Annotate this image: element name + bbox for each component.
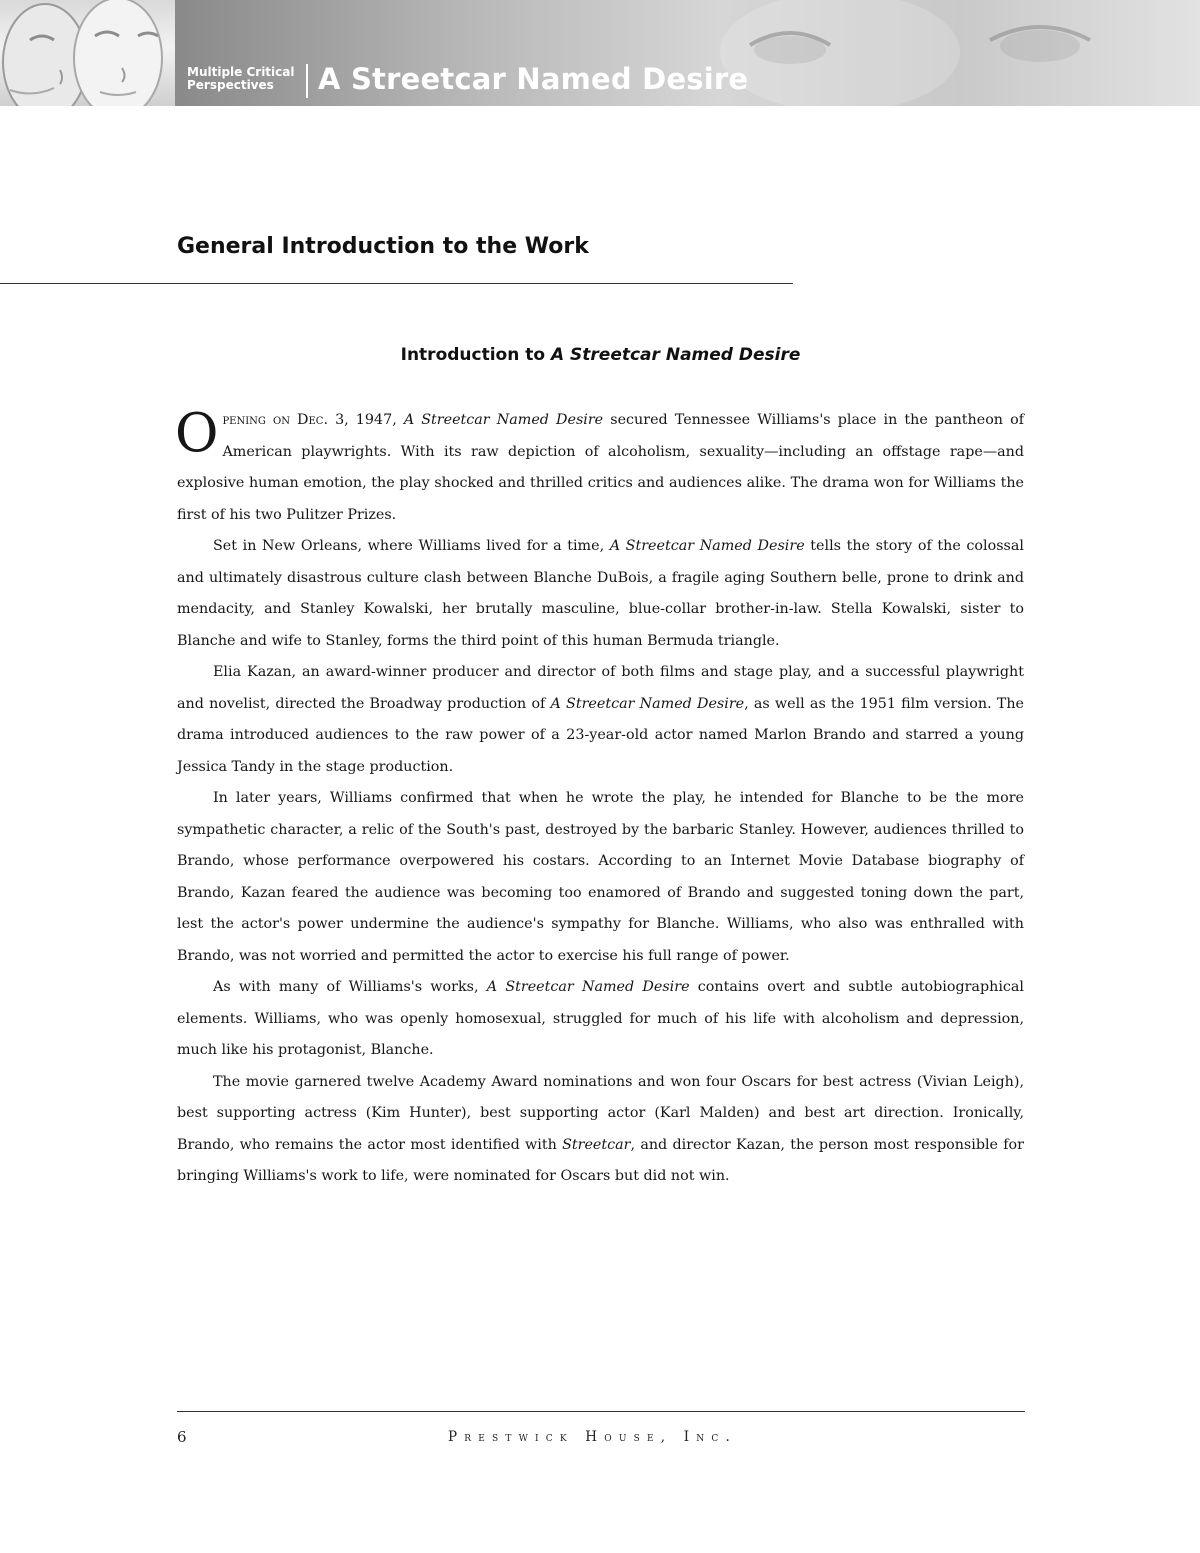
- drop-cap: O: [175, 403, 219, 464]
- section-heading: General Introduction to the Work: [177, 234, 589, 259]
- book-title: A Streetcar Named Desire: [318, 62, 749, 96]
- intro-heading-title: A Streetcar Named Desire: [550, 345, 801, 365]
- paragraph-1: [177, 405, 1024, 531]
- paragraph-4: In later years, Williams confirmed that when he wrote the play, he intended for Blanche to be the more sympathetic character, a relic of the South's past, destroyed by the barbaric Stanley. However, audiences thrilled to Brando, whose performance overpowered his costars. According to an Internet Movie Database biography of Brando, Kazan feared the audience was becoming too enamored of Brando and suggested toning down the part, lest the actor's power undermine the audience's sympathy for Blanche. Williams, who also was enthralled with Brando, was not worried and permitted the actor to exercise his full range of power.: [177, 790, 1024, 964]
- paragraph-6-text-a: The movie garnered twelve Academy Award nominations and won four Oscars for best actress (Vivian Leigh), best supporting actress (Kim Hunter), best supporting actor (Karl Malden) and best art direction. Ironically, Brando, who remains the actor most identified with: [177, 1073, 1024, 1153]
- paragraph-3-text-a: Elia Kazan, an award-winner producer and director of both films and stage play, and a successful playwright and novelist, directed the Broadway production of: [177, 664, 1024, 712]
- header-divider: [306, 64, 308, 98]
- paragraph-1-italic: A Streetcar Named Desire: [403, 412, 604, 428]
- paragraph-2: [177, 531, 1024, 657]
- series-label-line2: Perspectives: [187, 78, 274, 92]
- paragraph-2-italic: A Streetcar Named Desire: [609, 538, 805, 554]
- intro-heading-prefix: Introduction to: [400, 345, 551, 365]
- paragraph-3-italic: A Streetcar Named Desire: [550, 695, 745, 712]
- paragraph-6-text-b: , and director Kazan, the person most responsible for bringing Williams's work to life, were nominated for Oscars but did not win.: [177, 1136, 1025, 1184]
- header-banner: [0, 0, 1200, 106]
- series-label-line1: Multiple Critical: [187, 65, 295, 79]
- series-label: [187, 66, 299, 92]
- paragraph-6: [177, 1067, 1024, 1193]
- article-body: [177, 405, 1024, 1193]
- paragraph-1-text-b: secured Tennessee Williams's place in the pantheon of American playwrights. With its raw depiction of alcoholism, sexuality—including an offstage rape—and explosive human emotion, the play shocked and thrilled critics and audiences alike. The drama won for Williams the first of his two Pulitzer Prizes.: [177, 412, 1024, 523]
- paragraph-5: [177, 972, 1024, 1067]
- intro-heading: [177, 345, 1024, 365]
- faces-illustration: [0, 0, 175, 106]
- publisher-name: Prestwick House, Inc.: [448, 1429, 737, 1445]
- paragraph-5-text-a: As with many of Williams's works,: [213, 979, 487, 995]
- paragraph-5-italic: A Streetcar Named Desire: [486, 979, 690, 995]
- paragraph-3-text-b: , as well as the 1951 film version. The drama introduced audiences to the raw power of a 23-year-old actor named Marlon Brando and starred a young Jessica Tandy in the stage production.: [177, 695, 1024, 775]
- paragraph-2-text-a: Set in New Orleans, where Williams lived for a time,: [213, 538, 610, 554]
- paragraph-1-text-a: 3, 1947,: [328, 412, 404, 428]
- paragraph-5-text-b: contains overt and subtle autobiographical elements. Williams, who was openly homosexual, struggled for much of his life with alcoholism and depression, much like his protagonist, Blanche.: [177, 979, 1024, 1058]
- section-divider: [0, 283, 793, 284]
- paragraph-6-italic: Streetcar: [562, 1136, 631, 1153]
- paragraph-3: [177, 657, 1024, 783]
- footer-divider: [177, 1411, 1025, 1412]
- paragraph-1-smallcaps: pening on Dec.: [222, 412, 328, 428]
- paragraph-2-text-b: tells the story of the colossal and ultimately disastrous culture clash between Blanche DuBois, a fragile aging Southern belle, prone to drink and mendacity, and Stanley Kowalski, her brutally masculine, blue-collar brother-in-law. Stella Kowalski, sister to Blanche and wife to Stanley, forms the third point of this human Bermuda triangle.: [177, 538, 1024, 649]
- page-number: 6: [177, 1428, 187, 1446]
